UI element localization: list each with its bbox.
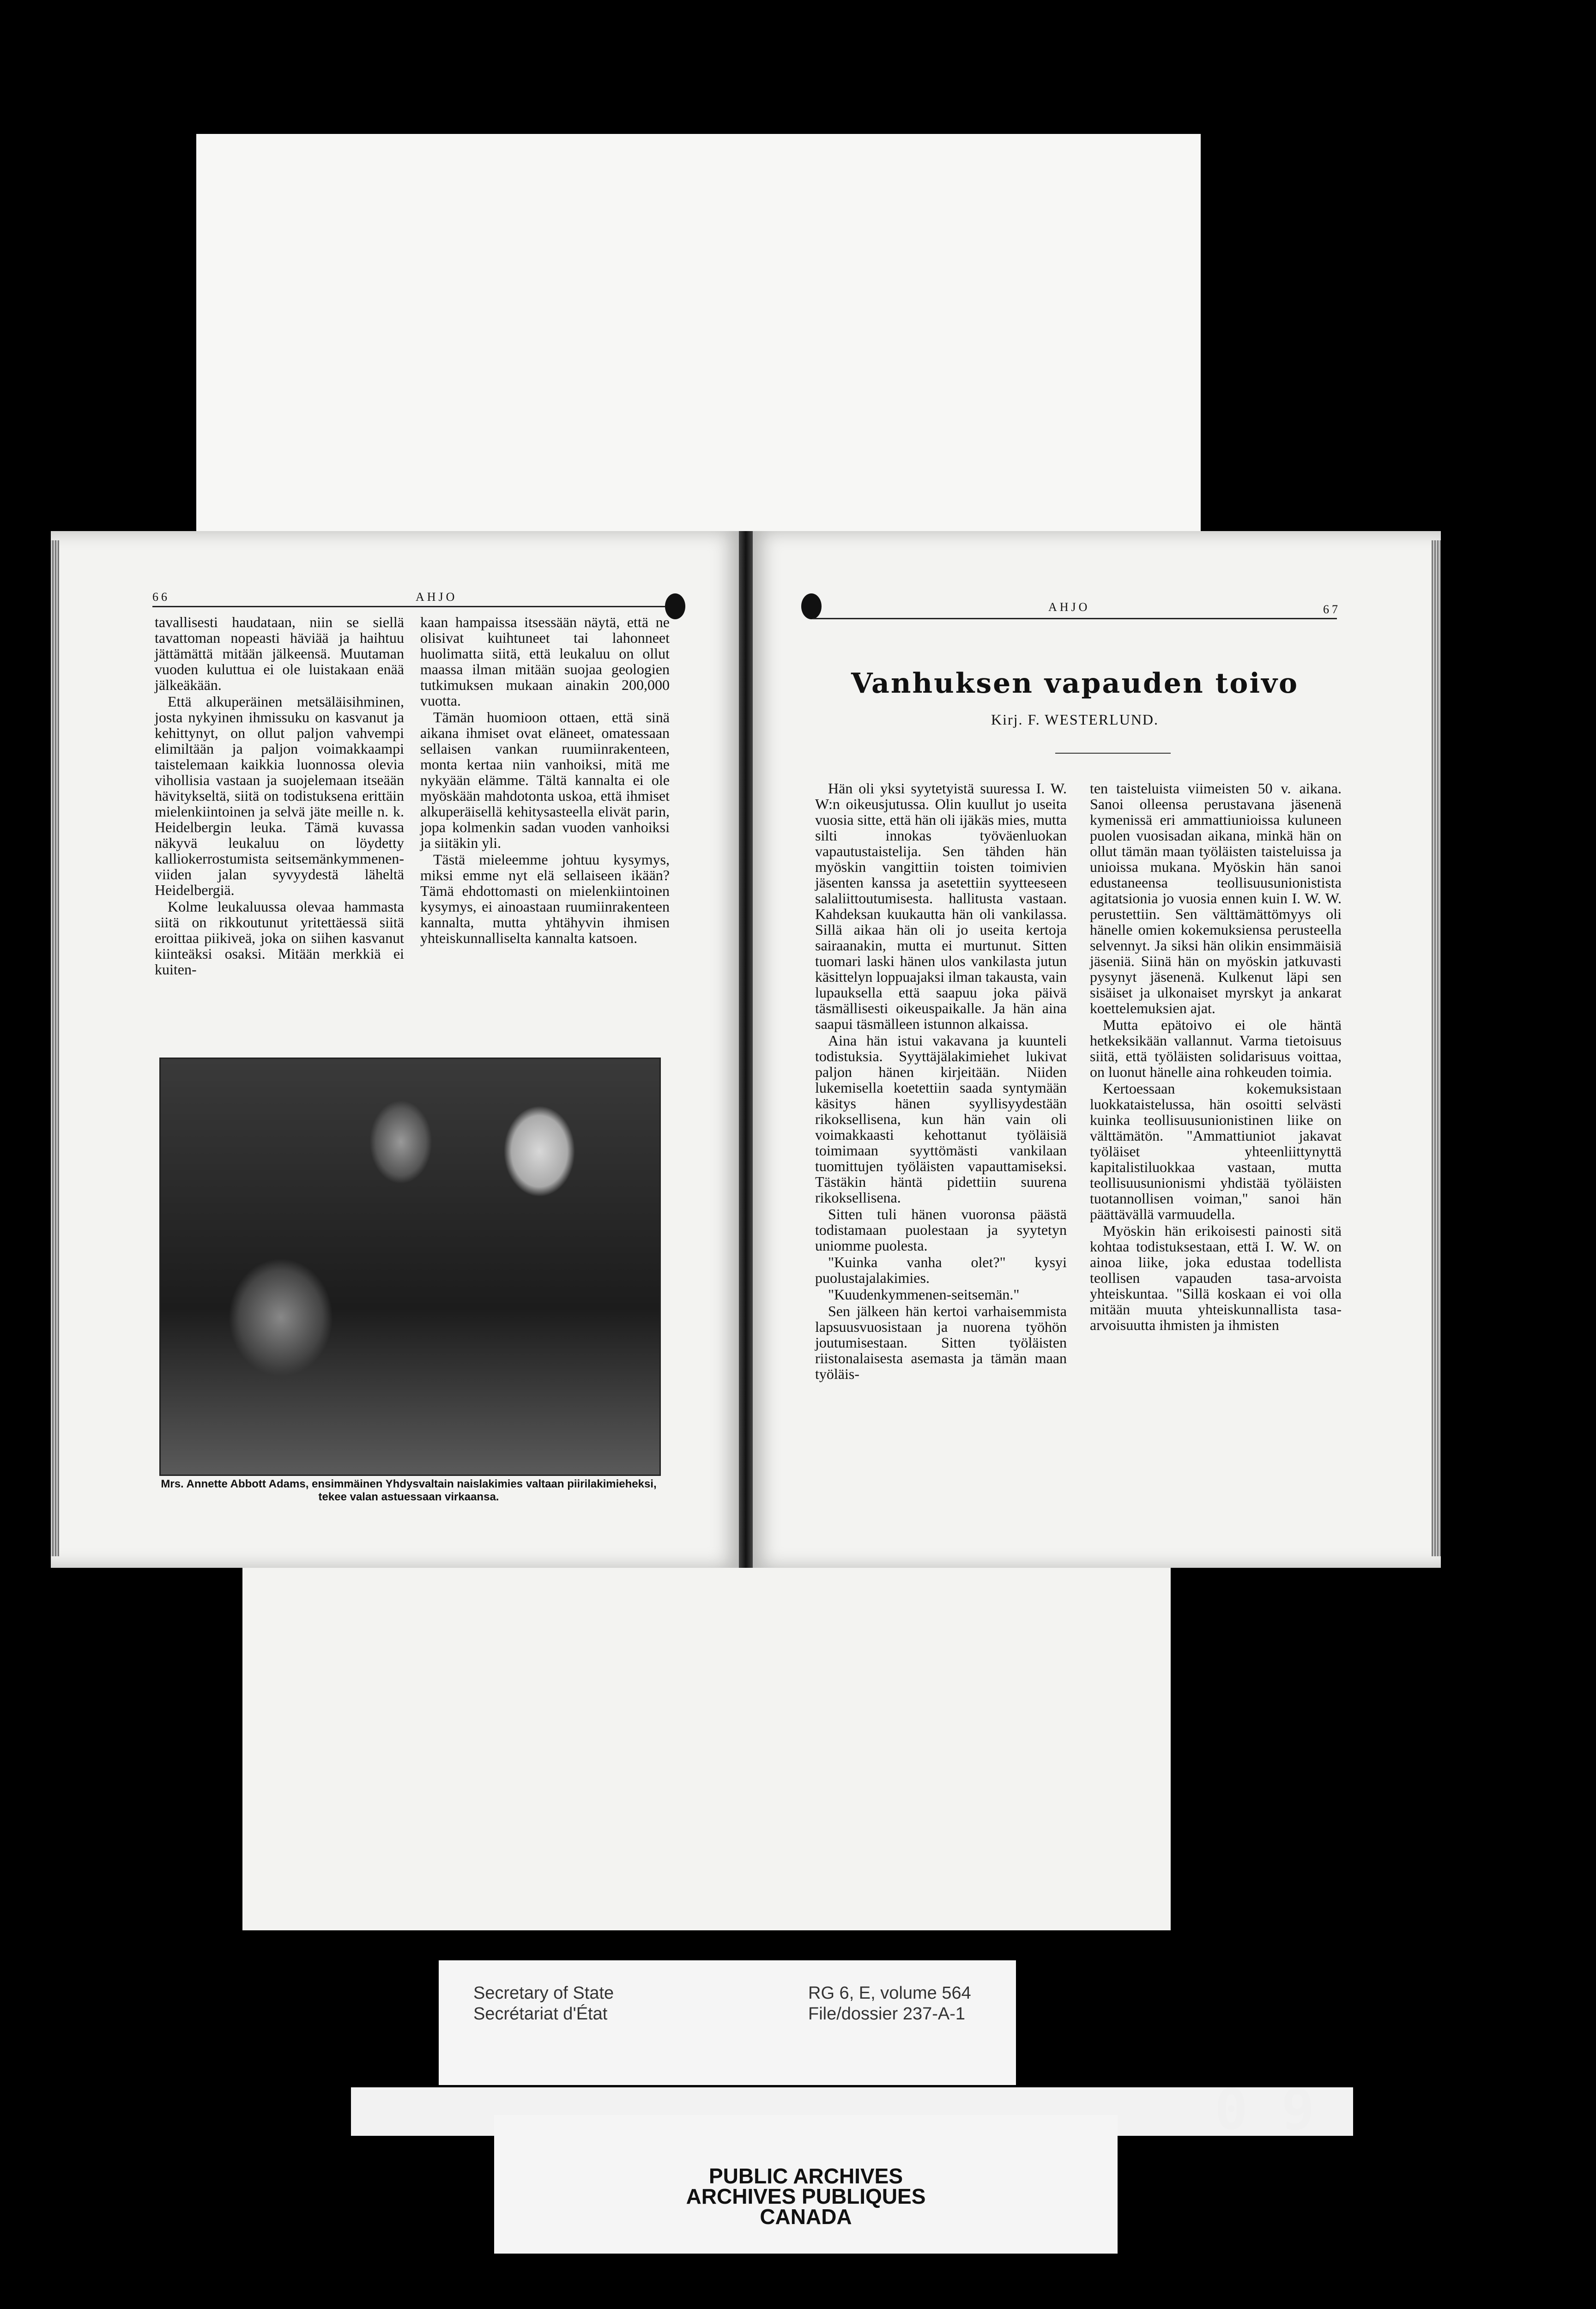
- book-gutter: [739, 531, 753, 1568]
- left-page-edges: [51, 540, 59, 1556]
- top-backing-sheet: [196, 134, 1201, 596]
- right-running-head: AHJO: [1048, 600, 1090, 614]
- paragraph: ten taisteluista viimeisten 50 v. aikana. Sanoi olleensa perustavana jäsenenä kymenissä eri ammattiunioissa kuluneen puolen vuosisadan aikana, minkä hän on ollut tämän maan työläisten taisteluissa ja unioissa mukana. Myöskin hän sanoi edustaneensa teollisuusunionistista agitatsionia jo vuosia ennen kuin I. W. W. perustettiin. Sen välttämättömyys oli hänelle omien kokemuksiensa perusteella selvennyt. Ja siksi hän olikin ensimmäisiä jäseniä. Siinä hän on myöskin jatkuvasti pysynyt jäsenenä. Kulkenut läpi sen sisäiset ja ulkonaiset myrskyt ja ankarat koettelemuksien ajat.: [1090, 780, 1342, 1016]
- title-divider: [1055, 753, 1171, 754]
- stamp-line-1: PUBLIC ARCHIVES: [709, 2164, 903, 2188]
- paragraph: Myöskin hän erikoisesti painosti sitä kohtaa todistuksestaan, että I. W. W. on ainoa liike, joka edustaa todellista teollisen vapauden tasa-arvoista yhteiskuntaa. "Sillä koskaan ei voi olla mitään muuta yhteiskunnallista tasa-arvoisuutta ihmisten ja ihmisten: [1090, 1222, 1342, 1333]
- left-column-2: [420, 614, 670, 947]
- paragraph: Tästä mieleemme johtuu kysymys, miksi emme nyt elä sellaiseen ikään? Tämä ehdottomasti on mielenkiintoinen kysymys, ei ainoastaan ruumiinrakenteen kannalta, mutta yhtähyvin ihmisen yhteiskunnalliselta kannalta katsoen.: [420, 851, 670, 946]
- left-header-rule: [152, 606, 665, 607]
- dept-french: Secrétariat d'État: [473, 2004, 608, 2024]
- article-title: Vanhuksen vapauden toivo: [851, 667, 1299, 700]
- paragraph: kaan hampaissa itsessään näytä, että ne olisivat kuihtuneet tai lahonneet huolimatta siitä, että leukaluu on ollut maassa ilman mitään suojaa geologien tutkimuksen mukaan ainakin 200,000 vuotta.: [420, 614, 670, 709]
- stamp-line-2: ARCHIVES PUBLIQUES: [686, 2184, 926, 2208]
- stamp-line-3: CANADA: [760, 2205, 852, 2229]
- photo-caption: Mrs. Annette Abbott Adams, ensimmäinen Yhdysvaltain naislakimies valtaan piirilakimieheksi, tekee valan astuessaan virkaansa.: [161, 1478, 657, 1503]
- dept-english: Secretary of State: [473, 1983, 614, 2003]
- bottom-backing-sheet: [242, 1561, 1171, 1930]
- right-column-1: [815, 780, 1067, 1383]
- photograph: [159, 1058, 661, 1476]
- left-page-number: 66: [152, 590, 170, 604]
- right-page-number: 67: [1323, 603, 1341, 616]
- archive-reference-label: [439, 1960, 1016, 2085]
- right-column-2: [1090, 780, 1342, 1334]
- paragraph: Kertoessaan kokemuksistaan luokkataistelussa, hän osoitti selvästi kuinka teollisuusunionistinen liike on välttämätön. "Ammattiuniot jakavat työläiset yhteenliittynyttä kapitalistiluokkaa vastaan, mutta teollisuusunionismi yhdistää työläisten tuotannollisen voiman," sanoi hän päättävällä varmuudella.: [1090, 1080, 1342, 1222]
- record-group: RG 6, E, volume 564: [808, 1983, 971, 2003]
- paragraph: Aina hän istui vakavana ja kuunteli todistuksia. Syyttäjälakimiehet lukivat paljon hänen kirjeitään. Niiden lukemisella koetettiin saada syntymään käsitys hänen syyllisyydestään rikoksellisena, kun hän vain oli voimakkaasti kehottanut työläisiä toimimaan syyttömästi vankilaan tuomittujen työläisten vapauttamiseksi. Tästäkin häntä pidettiin suurena rikoksellisena.: [815, 1032, 1067, 1206]
- paragraph: Että alkuperäinen metsäläisihminen, josta nykyinen ihmissuku on kasvanut ja kehittynyt, on ollut paljon vahvempi elimiltään ja paljon voimakkaampi taistelemaan kaikkia luonnossa olevia vihollisia vastaan ja suojelemaan itseään hävitykseltä, siitä on todistuksena erittäin mielenkiintoinen ja selvä jäte meille n. k. Heidelbergin leuka. Tämä kuvassa näkyvä leukaluu on löydetty kalliokerrostumista seitsemänkymmenen-viiden jalan syvyydestä läheltä Heidelbergiä.: [155, 693, 404, 898]
- paragraph: Sitten tuli hänen vuoronsa päästä todistamaan puolestaan ja syytetyn uniomme puolesta.: [815, 1206, 1067, 1254]
- paragraph: Sen jälkeen hän kertoi varhaisemmista lapsuusvuosistaan ja nuorena työhön joutumisestaan. Sitten työläisten riistonalaisesta asemasta ja tämän maan työläis-: [815, 1303, 1067, 1382]
- paragraph: Mutta epätoivo ei ole häntä hetkeksikään vallannut. Varma tietoisuus siitä, että työläisten solidarisuus voittaa, on luonut hänelle aina rohkeuden toimia.: [1090, 1016, 1342, 1080]
- paragraph: tavallisesti haudataan, niin se siellä tavattoman nopeasti häviää ja haihtuu jättämättä mitään jälkeensä. Muutaman vuoden kuluttua ei ole luistakaan enää jälkeäkään.: [155, 614, 404, 693]
- right-page-edges: [1432, 540, 1441, 1556]
- file-dossier: File/dossier 237-A-1: [808, 2004, 966, 2024]
- frame-number: 0 9: [1215, 2078, 1315, 2142]
- paragraph: "Kuudenkymmenen-seitsemän.": [828, 1286, 1020, 1303]
- paragraph: Hän oli yksi syytetyistä suuressa I. W. W:n oikeusjutussa. Olin kuullut jo useita vuosia sitte, että hän oli ijäkäs mies, mutta silti innokas työväenluokan vapautustaistelija. Sen tähden hän myöskin vangittiin toisten toimivien jäsenten kanssa ja asetettiin syytteeseen salaliittoutumisesta. hallitusta vastaan. Kahdeksan kuukautta hän oli vankilassa. Sillä aikaa hän oli jo useita kertoja sairaanakin, mutta ei murtunut. Sitten tuomari laski hänen ulos vankilasta jutun käsittelyn loppuajaksi ilman takausta, vain lupauksella että saapuu joka päivä täsmällisesti oikeuspaikalle. Ja hän aina saapui täsmälleen istunnon alkaissa.: [815, 780, 1067, 1032]
- right-header-rule: [813, 618, 1337, 619]
- article-byline: Kirj. F. WESTERLUND.: [991, 711, 1159, 728]
- left-running-head: AHJO: [416, 590, 458, 604]
- left-column-1: [155, 614, 404, 978]
- paragraph: "Kuinka vanha olet?" kysyi puolustajalakimies.: [815, 1254, 1067, 1286]
- paragraph: Kolme leukaluussa olevaa hammasta siitä on rikkoutunut yritettäessä siitä eroittaa piikiveä, joka on siihen kasvanut kiinteäksi osaksi. Mitään merkkiä ei kuiten-: [155, 898, 404, 978]
- punch-hole-icon: [801, 593, 822, 619]
- paragraph: Tämän huomioon ottaen, että sinä aikana ihmiset ovat eläneet, omatessaan sellaisen vankan ruumiinrakenteen, monta kertaa niin vanhoiksi, mitä me nykyään elämme. Tältä kannalta ei ole myöskään mahdotonta uskoa, että ihmiset alkuperäisellä kehitysasteella elivät parin, jopa kolmenkin sadan vuoden vanhoiksi ja siitäkin yli.: [420, 709, 670, 851]
- archive-stamp: [494, 2115, 1118, 2254]
